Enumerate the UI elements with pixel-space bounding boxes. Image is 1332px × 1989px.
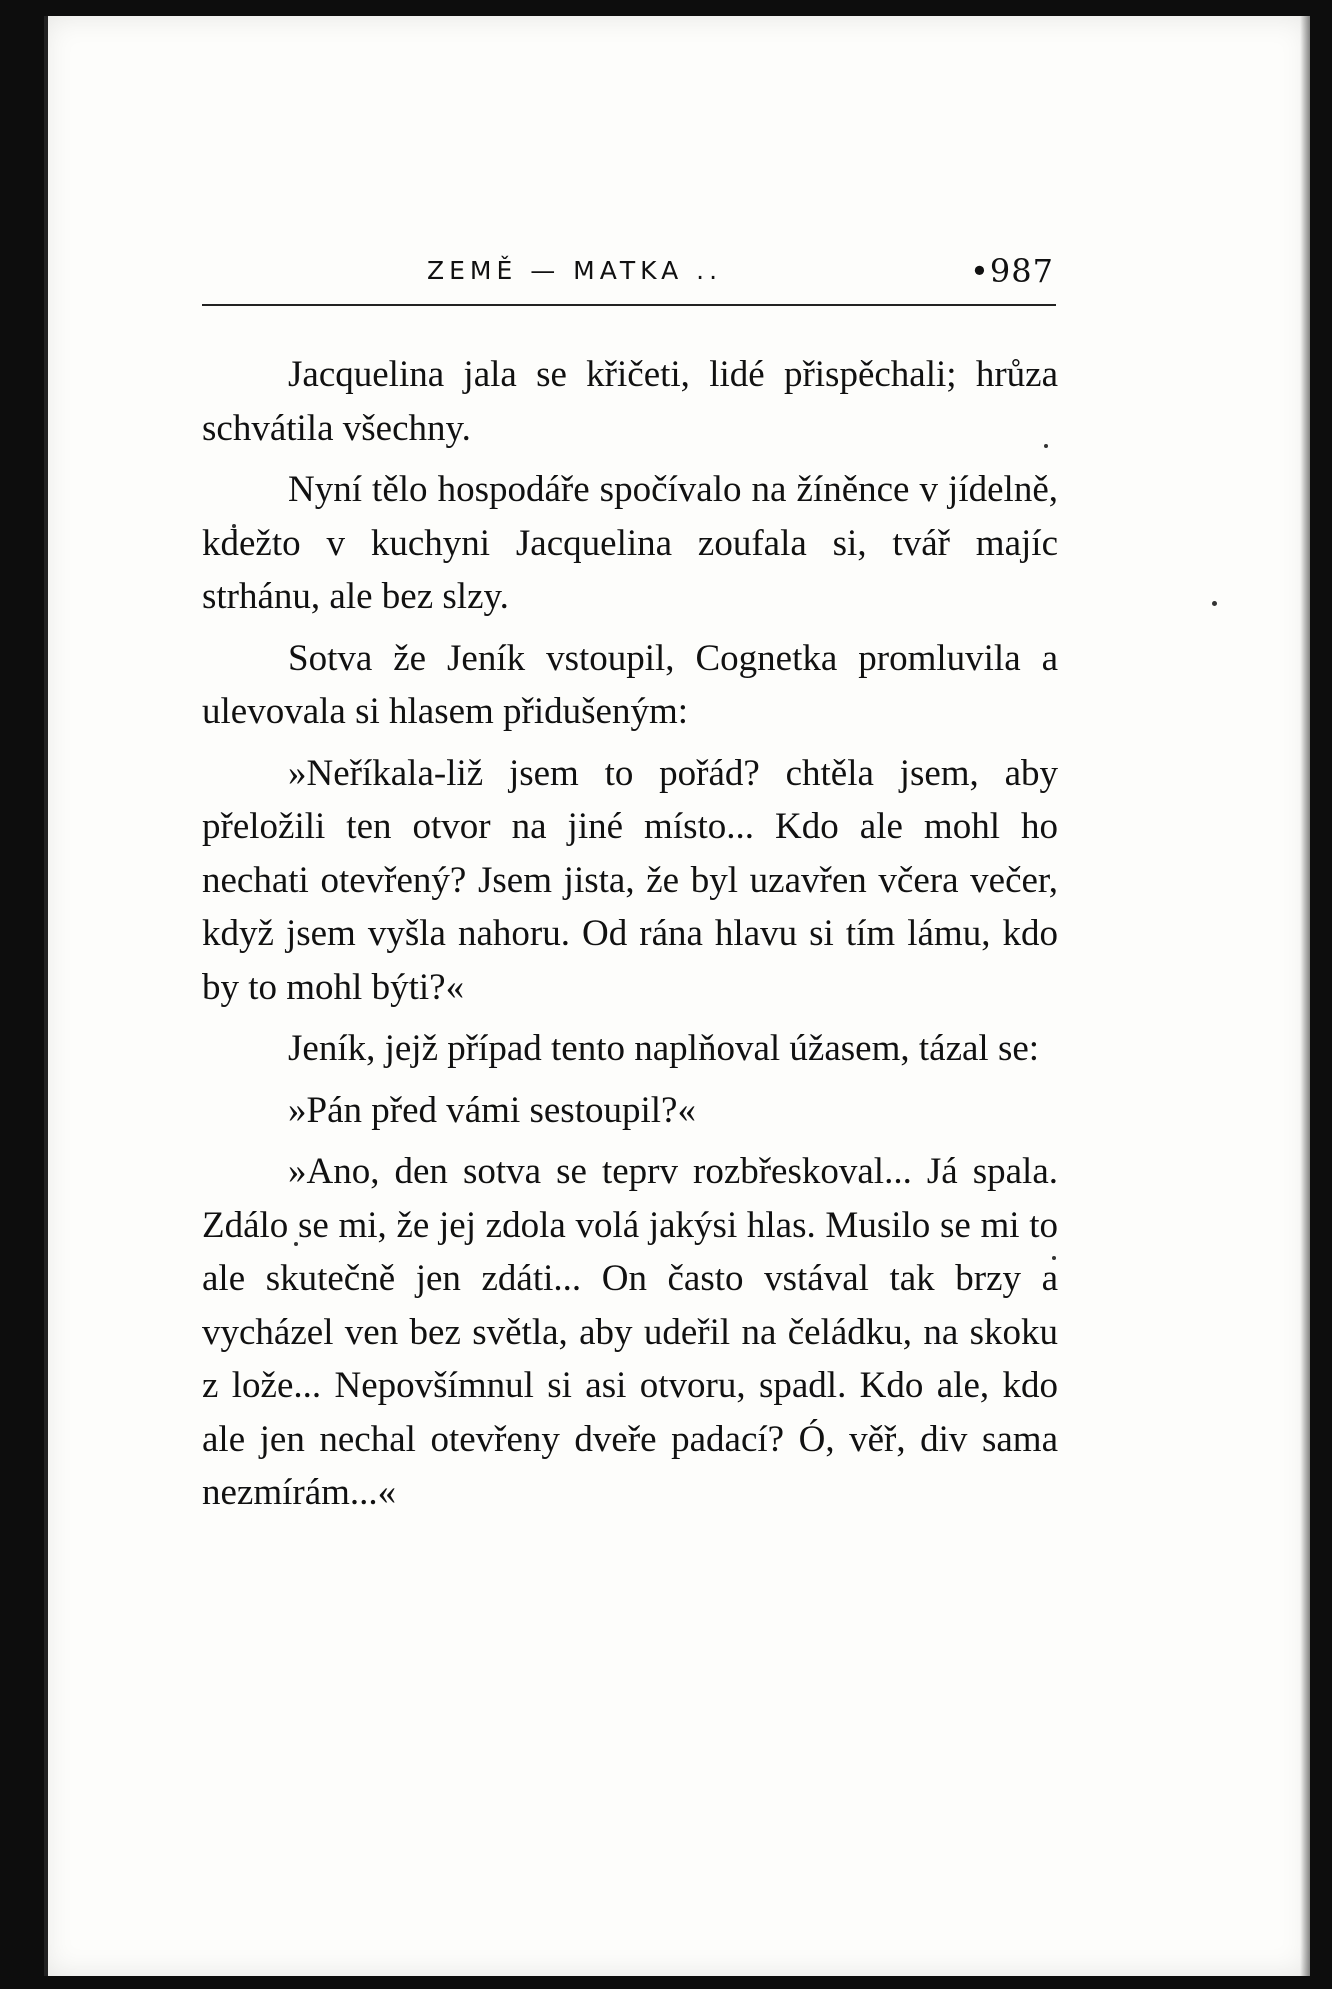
binding-edge <box>44 16 48 1976</box>
header-rule <box>202 304 1056 306</box>
paragraph: »Neříkala-liž jsem to pořád? chtěla jsem, aby přeložili ten otvor na jiné místo... Kdo ale mohl ho nechati otevřený? Jsem jista, že byl uzavřen včera večer, když jsem vyšla nahoru. Od rána hlavu si tím lámu, kdo by to mohl býti?« <box>202 752 1058 1008</box>
body-text <box>202 348 1058 1528</box>
paragraph: »Ano, den sotva se teprv rozbřeskoval... Já spala. Zdálo se mi, že jej zdola volá jakýsi hlas. Musilo se mi to ale skutečně jen zdáti... On často vstával tak brzy a vycházel ven bez světla, aby udeřil na čeládku, na skoku z lože... Nepovšímnul si asi otvoru, spadl. Kdo ale, kdo ale jen nechal otevřeny dveře padací? Ó, věř, div sama nezmírám...« <box>202 1151 1058 1513</box>
paragraph: »Pán před vámi sestoupil?« <box>288 1089 696 1131</box>
paragraph: Jeník, jejž případ tento naplňoval úžasem, tázal se: <box>288 1028 1040 1069</box>
paragraph: Jacquelina jala se křičeti, lidé přispěchali; hrůza schvátila všechny. <box>202 354 1058 449</box>
running-head <box>202 252 1056 296</box>
page-number: •987 <box>970 252 1054 290</box>
paragraph: Sotva že Jeník vstoupil, Cognetka promluvila a ulevovala si hlasem přidušeným: <box>202 637 1058 732</box>
page-edge-shadow <box>1300 16 1310 1976</box>
print-speck <box>1212 601 1217 606</box>
paragraph: Nyní tělo hospodáře spočívalo na žíněnce v jídelně, kdežto v kuchyni Jacquelina zoufala si, tvář majíc strhánu, ale bez slzy. <box>202 469 1058 617</box>
running-title: ZEMĚ — MATKA .. <box>427 256 723 285</box>
